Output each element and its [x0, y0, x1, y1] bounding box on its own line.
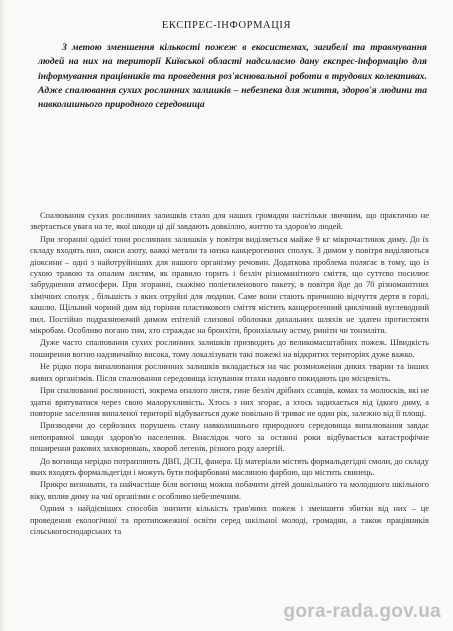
- site-watermark: gora-rada.gov.ua: [283, 601, 441, 622]
- body-paragraph: Прикро визнавати, та найчастіше біля вогнищ можна побачити дітей дошкільного та молодшого шкільного віку, вплив диму на чиї організми є особливо небезпечним.: [30, 480, 429, 501]
- body-paragraph: При згоранні однієї тони рослинних залишків у повітря виділяється майже 9 кг мікрочастинок диму. До їх складу входять пил, окиси азоту, важкі метали та низка канцерогенних сполук. З димом у повітря виділяються діоксини – одні з найотруйніших для нашого організму речовин. Додаткова проблема полягає в тому, що із сухою травою та опалим листям, як правило горить і безліч різноманітного сміття, що суттєво посилює забруднення атмосфери. При згоранні, скажімо поліетиленового пакету, в повітря йде до 70 різноманітних хімічних сполук , більшість з яких отруйні для людини. Саме вони стають причиною відчуття дертя в горлі, кашлю. Щільний чорний дим від горіння пластикового сміття містить канцерогенний циклічний вуглеводний пил. Постійно подразнюючий димом епітелій слизової оболонки дихальних шляхів не здатен протистояти мікробам. Особливо погано тим, хто страждає на бронхіти, бронхіальну астму, риніти чи тонзиліти.: [30, 234, 429, 336]
- body-paragraph: Призводячи до серйозних порушень стану навколишнього природного середовища випалювання завдає непоправної шкоди здоров'ю населення. Внаслідок чого за останні роки відбувається катастрофічне поширення ракових захворювань, хвороб легенів, різного роду алергій.: [30, 421, 429, 454]
- document-title: ЕКСПРЕС-ІНФОРМАЦІЯ: [161, 20, 292, 32]
- body-paragraph: Дуже часто спалювання сухих рослинних залишків призводить до великомасштабних пожеж. Швидкість поширення вогню надзвичайно висока, тому локалізувати такі пожежі на відкритих територіях дуже важко.: [30, 338, 429, 359]
- body-paragraph: При спалюванні рослинності, зокрема опалого листя, гине безліч дрібних ссавців, комах та молюсків, які не здатні врятуватися через свою малорухливість. Хтось з них згорає, а хтось задихається від їдкого диму, а повторне заселення випаленої території відбувається дуже повільно й триває не один рік, залежно від її площі.: [30, 386, 429, 418]
- document-body: [30, 210, 429, 538]
- body-paragraph: До вогнища нерідко потрапляють ДВП, ДСП, фанера. Ці матеріали містять формальдегідні смоли, до складу яких входять формальдегіди і можуть бути пофарбовані масляною фарбою, що містить свинець.: [30, 456, 429, 477]
- intro-paragraph: З метою зменшення кількості пожеж в екосистемах, загибелі та травмування людей на них на території Київської області надсилаємо дану експрес-інформацію для інформування працівників та проведення роз'яснювальної роботи в трудових колективах. Адже спалювання сухих рослинних залишків – небезпека для життя, здоров'я людини та навколишнього природного середовища: [38, 42, 427, 111]
- body-paragraph: Не рідко пора випалювання рослинних залишків вкладається на час розмноження диких тварин та інших живих організмів. Після спалювання середовища існування птахи надовго покидають цю місцевість.: [30, 362, 429, 383]
- page-edge-shadow: [0, 0, 6, 631]
- body-paragraph: Спалювання сухих рослинних залишків стало для наших громадян настільки звичним, що практично не звертається увага на те, якої шкоди ці дії завдають довкіллю, життю та здоров'ю людей.: [30, 211, 429, 232]
- body-paragraph: Одним з найдієвіших способів знизити кількість трав'яних пожеж і зменшити збитки від них – це проведення екологічної та протипожежної освіти серед шкільної молоді, громадян, а також працівників сільськогосподарських та: [30, 504, 429, 536]
